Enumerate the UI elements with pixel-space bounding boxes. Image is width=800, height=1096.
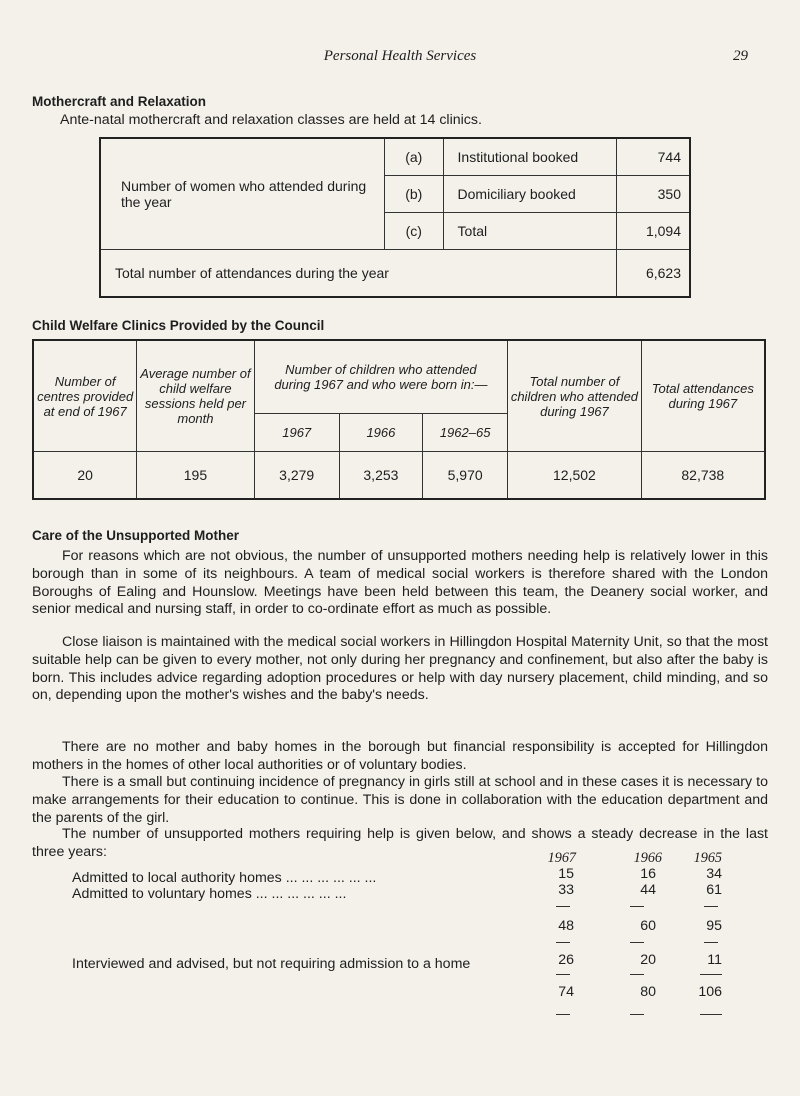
header-1962-65: 1962–65 — [423, 413, 508, 451]
value-total-children: 12,502 — [508, 452, 641, 500]
value-total-attendances: 82,738 — [641, 452, 765, 500]
header-sessions: Average number of child welfare sessions held per month — [137, 340, 254, 452]
unsupported-heading: Care of the Unsupported Mother — [32, 528, 240, 543]
header-total-children: Total number of children who attended during 1967 — [508, 340, 641, 452]
cell: 16 — [640, 866, 656, 882]
mothercraft-heading: Mothercraft and Relaxation — [32, 94, 207, 109]
row-key: (b) — [384, 176, 443, 213]
paragraph: There are no mother and baby homes in the borough but financial responsibility is accepted for Hillingdon mothers in the homes of other local authorities or of voluntary bodies. — [32, 739, 768, 773]
row-label: Domiciliary booked — [443, 176, 617, 213]
rule — [630, 906, 644, 907]
table-row — [33, 452, 765, 500]
cell: 33 — [558, 882, 574, 898]
table-row — [100, 250, 690, 298]
attendances-value: 6,623 — [617, 250, 690, 298]
mothercraft-table — [99, 137, 691, 298]
cell: 106 — [698, 984, 722, 1000]
value-1962-65: 5,970 — [423, 452, 508, 500]
page-title: Personal Health Services — [323, 48, 477, 64]
mothercraft-intro: Ante-natal mothercraft and relaxation classes are held at 14 clinics. — [60, 112, 482, 128]
year-1967: 1967 — [547, 850, 576, 866]
rule — [704, 906, 718, 907]
year-1966: 1966 — [633, 850, 662, 866]
value-sessions: 195 — [137, 452, 254, 500]
value-1967: 3,279 — [254, 452, 339, 500]
rule — [556, 906, 570, 907]
cell: 20 — [640, 952, 656, 968]
page-header — [0, 48, 800, 72]
table-row — [100, 138, 690, 176]
table-header-row — [33, 340, 765, 413]
attendances-label: Total number of attendances during the year — [100, 250, 617, 298]
row-label: Admitted to local authority homes ... ... ... ... ... ... — [72, 870, 377, 886]
paragraph: The number of unsupported mothers requiring help is given below, and shows a steady decrease in the last three years: — [32, 826, 768, 860]
row-label: Interviewed and advised, but not requiring admission to a home — [72, 956, 471, 972]
header-children-group: Number of children who attended during 1967 and who were born in:— — [254, 340, 508, 413]
row-value: 350 — [617, 176, 690, 213]
row-label: Admitted to voluntary homes ... ... ... ... ... ... — [72, 886, 347, 902]
row-label-women: Number of women who attended during the year — [100, 138, 384, 250]
rule — [700, 974, 722, 975]
row-label: Total — [443, 213, 617, 250]
year-1965: 1965 — [693, 850, 722, 866]
cell: 80 — [640, 984, 656, 1000]
row-key: (c) — [384, 213, 443, 250]
rule — [556, 974, 570, 975]
child-welfare-heading: Child Welfare Clinics Provided by the Council — [32, 318, 325, 333]
rule — [630, 974, 644, 975]
page-number: 29 — [733, 48, 748, 64]
header-total-attendances: Total attendances during 1967 — [641, 340, 765, 452]
value-centres: 20 — [33, 452, 137, 500]
rule — [700, 1014, 722, 1015]
cell: 60 — [640, 918, 656, 934]
rule — [630, 942, 644, 943]
cell: 34 — [706, 866, 722, 882]
header-centres: Number of centres provided at end of 1967 — [33, 340, 137, 452]
row-label: Institutional booked — [443, 138, 617, 176]
cell: 95 — [706, 918, 722, 934]
paragraph: Close liaison is maintained with the medical social workers in Hillingdon Hospital Maternity Unit, so that the most suitable help can be given to every mother, not only during her pregnancy and confinement, but also after the baby is born. This includes advice regarding adoption procedures or help with day nursery placement, child minding, and so on, depending upon the mother's wishes and the baby's needs. — [32, 634, 768, 704]
paragraph: There is a small but continuing incidence of pregnancy in girls still at school and in these cases it is necessary to make arrangements for their education to continue. This is done in collaboration with the education department and the parents of the girl. — [32, 774, 768, 826]
value-1966: 3,253 — [339, 452, 422, 500]
rule — [704, 942, 718, 943]
cell: 26 — [558, 952, 574, 968]
cell: 74 — [558, 984, 574, 1000]
rule — [630, 1014, 644, 1015]
rule — [556, 1014, 570, 1015]
paragraph: For reasons which are not obvious, the number of unsupported mothers needing help is relatively lower in this borough than in some of its neighbours. A team of medical social workers is therefore shared with the London Boroughs of Ealing and Hounslow. Meetings have been held between this team, the Deanery social worker, and senior medical and nursing staff, in order to co-ordinate effort as much as possible. — [32, 548, 768, 618]
rule — [556, 942, 570, 943]
cell: 61 — [706, 882, 722, 898]
cell: 11 — [707, 952, 722, 968]
cell: 44 — [640, 882, 656, 898]
cell: 15 — [558, 866, 574, 882]
header-1966: 1966 — [339, 413, 422, 451]
child-welfare-table — [32, 339, 766, 500]
cell: 48 — [558, 918, 574, 934]
row-value: 1,094 — [617, 213, 690, 250]
header-1967: 1967 — [254, 413, 339, 451]
row-value: 744 — [617, 138, 690, 176]
row-key: (a) — [384, 138, 443, 176]
